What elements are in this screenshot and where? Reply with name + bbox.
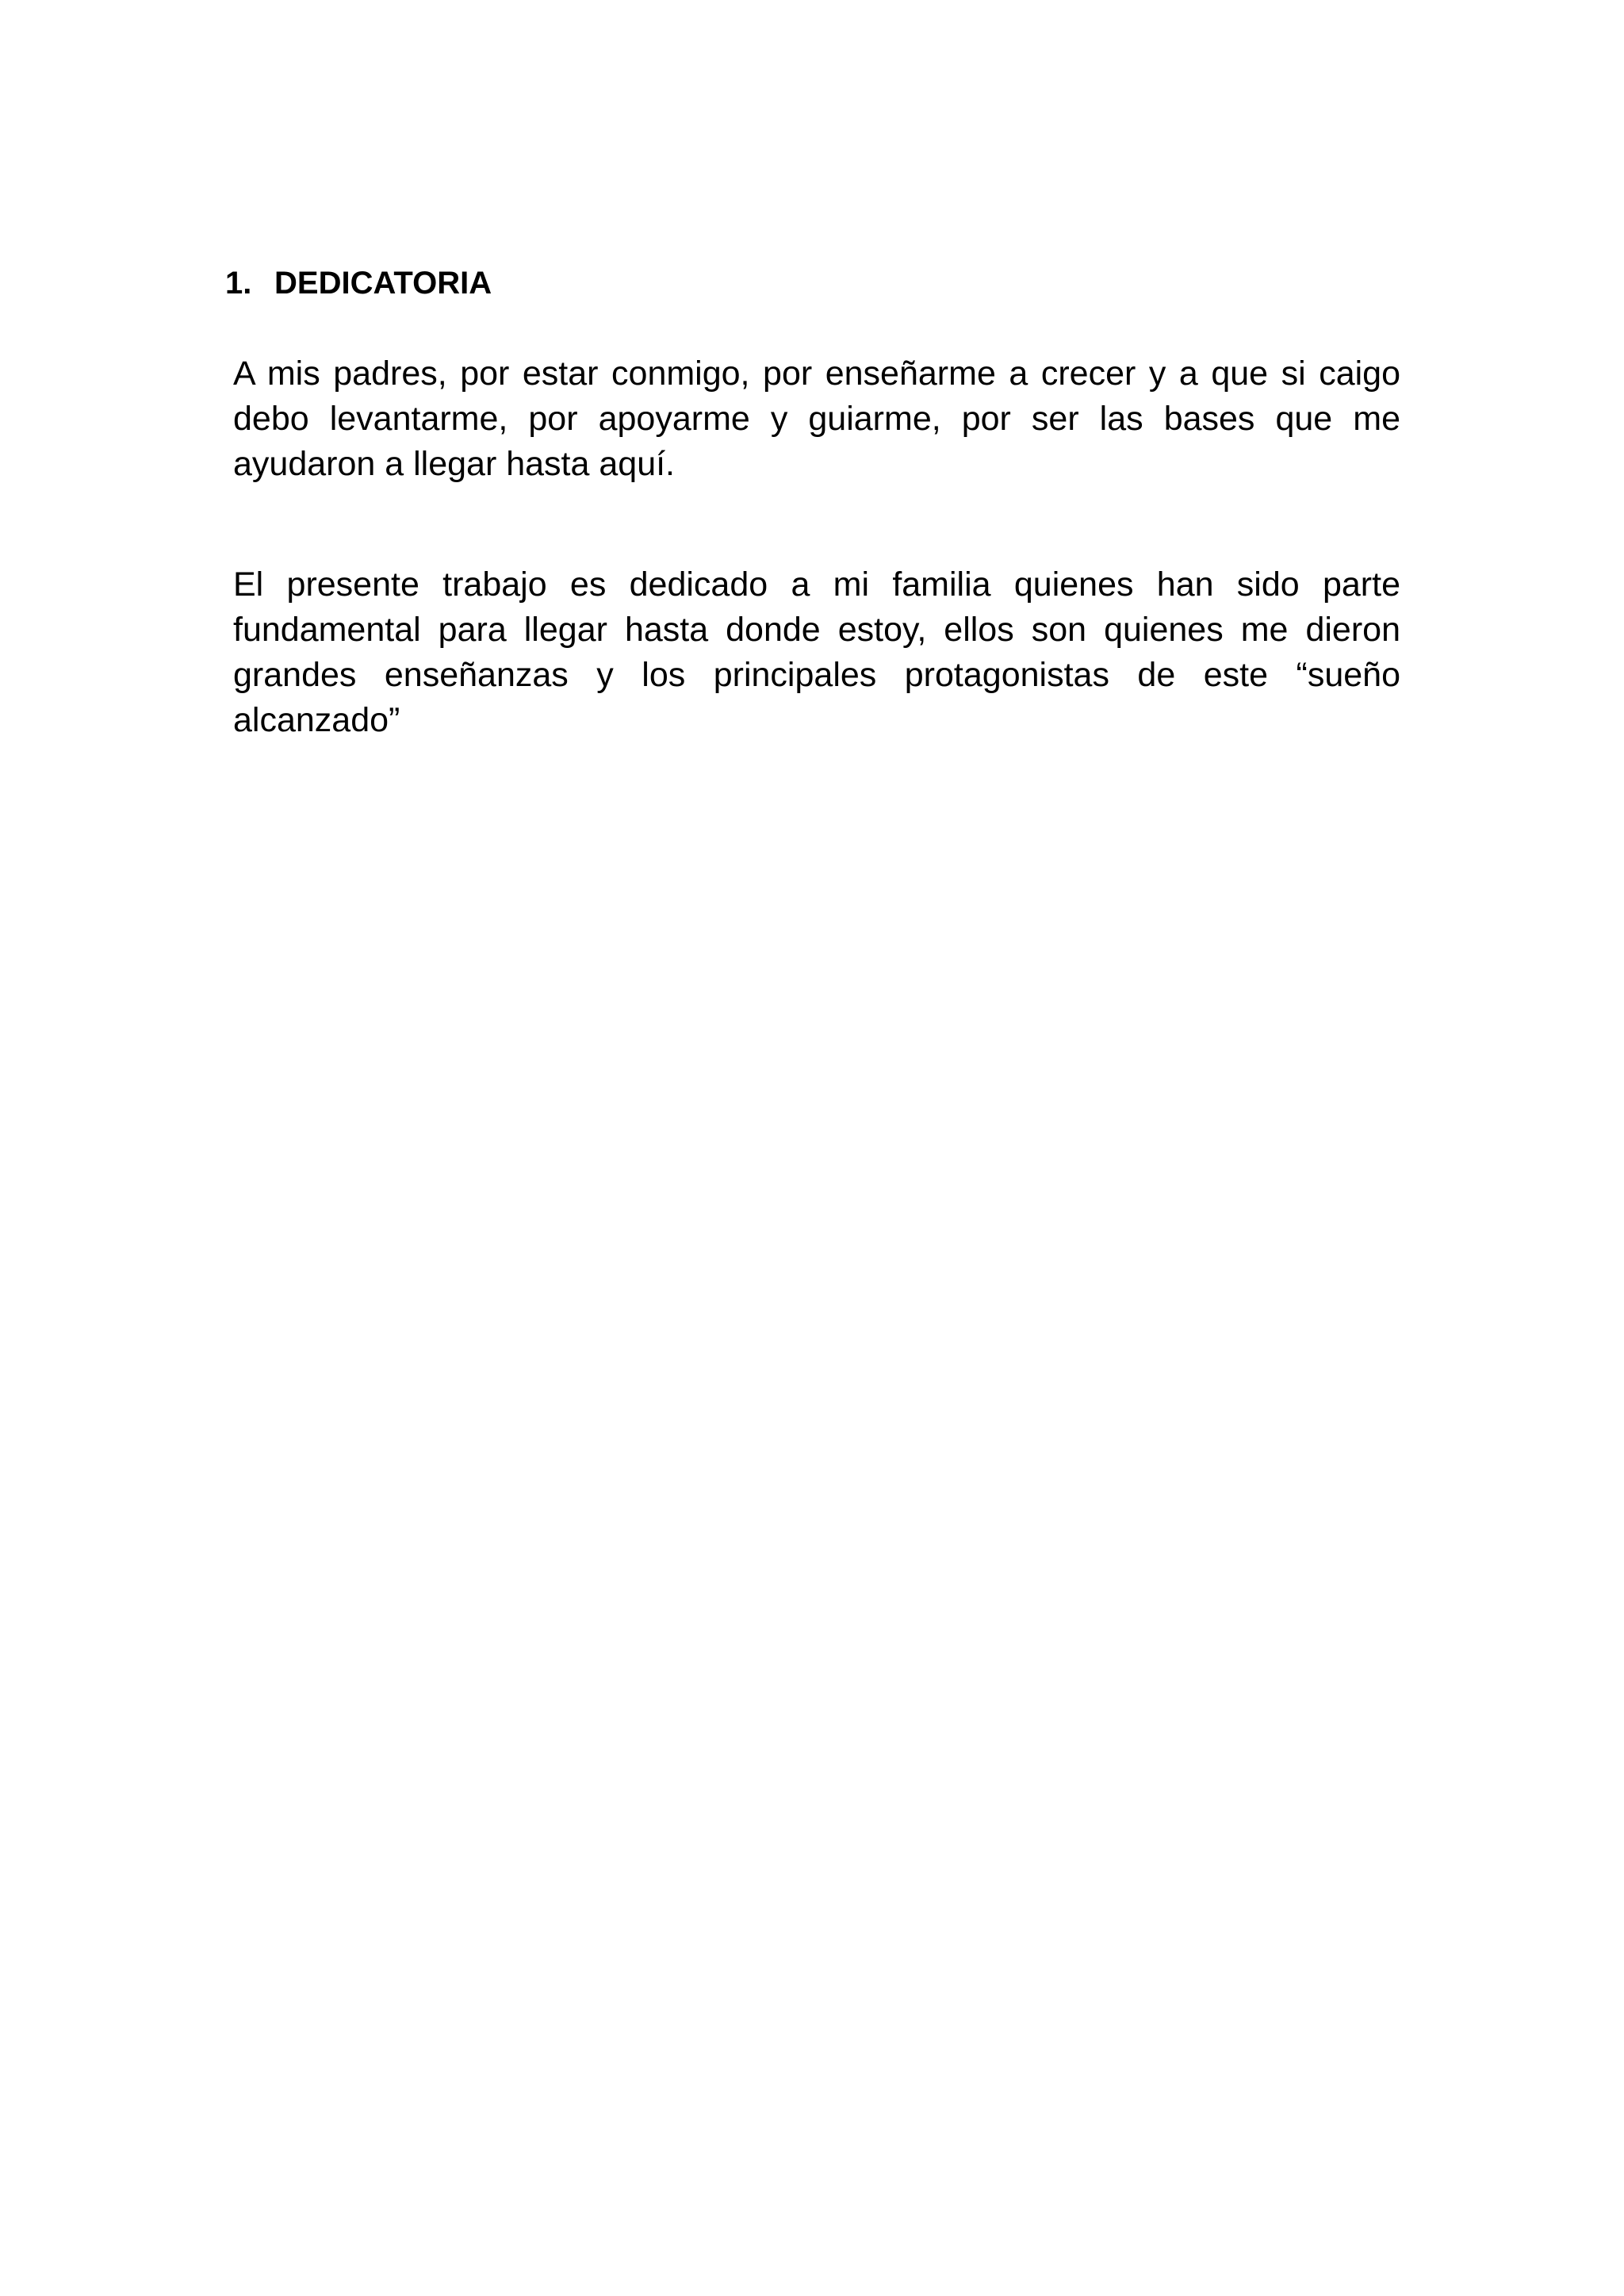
section-heading bbox=[225, 262, 492, 305]
dedication-paragraph-family: El presente trabajo es dedicado a mi familia quienes han sido parte fundamental para llegar hasta donde estoy, ellos son quienes me dieron grandes enseñanzas y los principales protagonistas de este “sueño alcanzado” bbox=[233, 565, 1400, 739]
section-title: DEDICATORIA bbox=[274, 266, 492, 301]
dedication-paragraph-parents: A mis padres, por estar conmigo, por enseñarme a crecer y a que si caigo debo levantarme, por apoyarme y guiarme, por ser las bases que me ayudaron a llegar hasta aquí. bbox=[233, 355, 1400, 483]
section-number: 1. bbox=[225, 266, 252, 301]
